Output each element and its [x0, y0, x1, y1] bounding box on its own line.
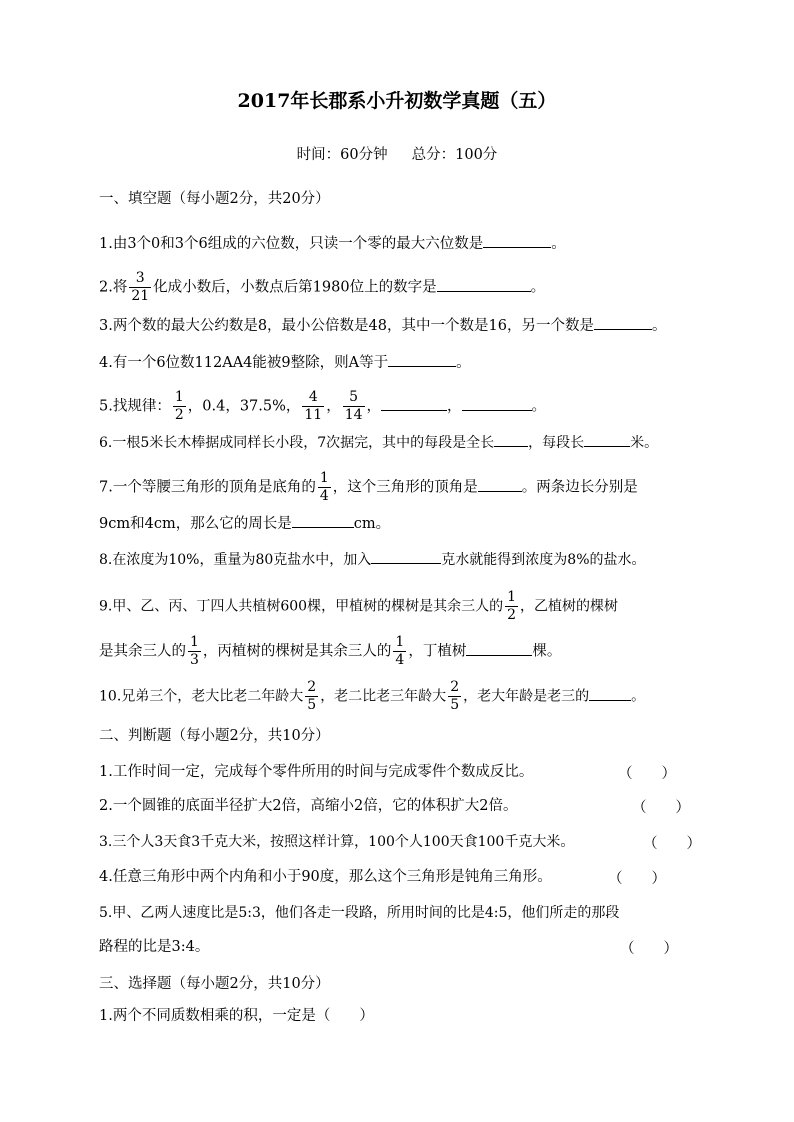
- fill-question-5: 5.找规律： $\frac{1}{2}$ ，0.4，37.5%， $\frac{4}{11}$ ， $\frac{5}{14}$ ， ， 。: [99, 389, 547, 423]
- answer-parentheses[interactable]: （ ）: [608, 871, 666, 887]
- fill-question-3: 3.两个数的最大公约数是8，最小公倍数是48，其中一个数是16，另一个数是 。: [99, 314, 666, 336]
- answer-blank[interactable]: [437, 276, 531, 292]
- answer-blank[interactable]: [478, 476, 522, 492]
- answer-parentheses[interactable]: （ ）: [618, 766, 676, 782]
- fraction: $\frac{2}{5}$: [450, 679, 460, 713]
- answer-parentheses[interactable]: （ ）: [643, 836, 701, 852]
- judge-question-2: 2.一个圆锥的底面半径扩大2倍，高缩小2倍，它的体积扩大2倍。: [99, 798, 518, 814]
- exam-info: [0, 143, 794, 164]
- answer-parentheses[interactable]: （ ）: [632, 800, 690, 816]
- fill-question-9: 9.甲、乙、丙、丁四人共植树600棵，甲植树的棵树是其余三人的 $\frac{1}{2}$ ，乙植树的棵树: [99, 589, 618, 623]
- answer-blank[interactable]: [381, 395, 447, 411]
- fraction: $\frac{1}{4}$: [319, 470, 329, 504]
- section2-heading: 二、判断题（每小题2分，共10分）: [99, 728, 330, 744]
- choice-question-1: 1.两个不同质数相乘的积，一定是（ ）: [99, 1008, 374, 1024]
- answer-blank[interactable]: [594, 314, 652, 330]
- answer-blank[interactable]: [466, 640, 532, 656]
- fill-question-8: 8.在浓度为10%，重量为80克盐水中，加入 克水就能得到浓度为8%的盐水。: [99, 548, 646, 570]
- answer-blank[interactable]: [388, 351, 456, 367]
- exam-time: 时间：60分钟: [296, 147, 388, 163]
- answer-blank[interactable]: [371, 548, 441, 564]
- fraction: $\frac{1}{4}$: [395, 634, 405, 668]
- answer-blank[interactable]: [589, 685, 631, 701]
- fraction: $\frac{5}{14}$: [344, 389, 363, 423]
- fill-question-7-line2: 9cm和4cm，那么它的周长是 cm。: [99, 512, 390, 534]
- judge-question-3: 3.三个人3天食3千克大米，按照这样计算，100个人100天食100千克大米。: [99, 834, 575, 850]
- section1-heading: 一、填空题（每小题2分，共20分）: [99, 191, 330, 207]
- judge-question-1: 1.工作时间一定，完成每个零件所用的时间与完成零件个数成反比。: [99, 764, 534, 780]
- fraction: $\frac{2}{5}$: [307, 679, 317, 713]
- fraction: $\frac{3}{21}$: [131, 270, 150, 304]
- fill-question-7: 7.一个等腰三角形的顶角是底角的 $\frac{1}{4}$ ，这个三角形的顶角是 。两条边长分别是: [99, 470, 638, 504]
- page-title: 2017年长郡系小升初数学真题（五）: [237, 90, 557, 112]
- fraction: $\frac{1}{3}$: [190, 634, 199, 668]
- fraction: $\frac{1}{2}$: [507, 589, 516, 623]
- answer-blank[interactable]: [584, 431, 630, 447]
- fraction: $\frac{1}{2}$: [174, 389, 184, 423]
- fraction: $\frac{4}{11}$: [304, 389, 323, 423]
- answer-parentheses[interactable]: （ ）: [620, 941, 678, 957]
- judge-question-5-line2: 路程的比是3:4。: [99, 939, 210, 955]
- answer-blank[interactable]: [462, 395, 532, 411]
- answer-blank[interactable]: [483, 232, 551, 248]
- judge-question-4: 4.任意三角形中两个内角和小于90度，那么这个三角形是钝角三角形。: [99, 869, 552, 885]
- exam-total-score: 总分：100分: [411, 147, 498, 163]
- fill-question-9-line2: 是其余三人的 $\frac{1}{3}$ ，丙植树的棵树是其余三人的 $\frac{1}{4}$ ，丁植树 棵。: [99, 634, 562, 668]
- answer-blank[interactable]: [292, 512, 354, 528]
- fill-question-10: 10.兄弟三个，老大比老二年龄大 $\frac{2}{5}$ ，老二比老三年龄大 $\frac{2}{5}$ ，老大年龄是老三的 。: [99, 679, 646, 713]
- section3-heading: 三、选择题（每小题2分，共10分）: [99, 976, 330, 992]
- judge-question-5: 5.甲、乙两人速度比是5:3，他们各走一段路，所用时间的比是4:5，他们所走的那段: [99, 905, 620, 921]
- fill-question-1: 1.由3个0和3个6组成的六位数，只读一个零的最大六位数是 。: [99, 232, 566, 254]
- answer-blank[interactable]: [494, 431, 528, 447]
- fill-question-6: 6.一根5米长木棒据成同样长小段，7次据完，其中的每段是全长 ，每段长 米。: [99, 431, 658, 453]
- fill-question-4: 4.有一个6位数112AA4能被9整除，则A等于 。: [99, 351, 471, 373]
- fill-question-2: 2.将 $\frac{3}{21}$ 化成小数后，小数点后第1980位上的数字是 。: [99, 270, 546, 304]
